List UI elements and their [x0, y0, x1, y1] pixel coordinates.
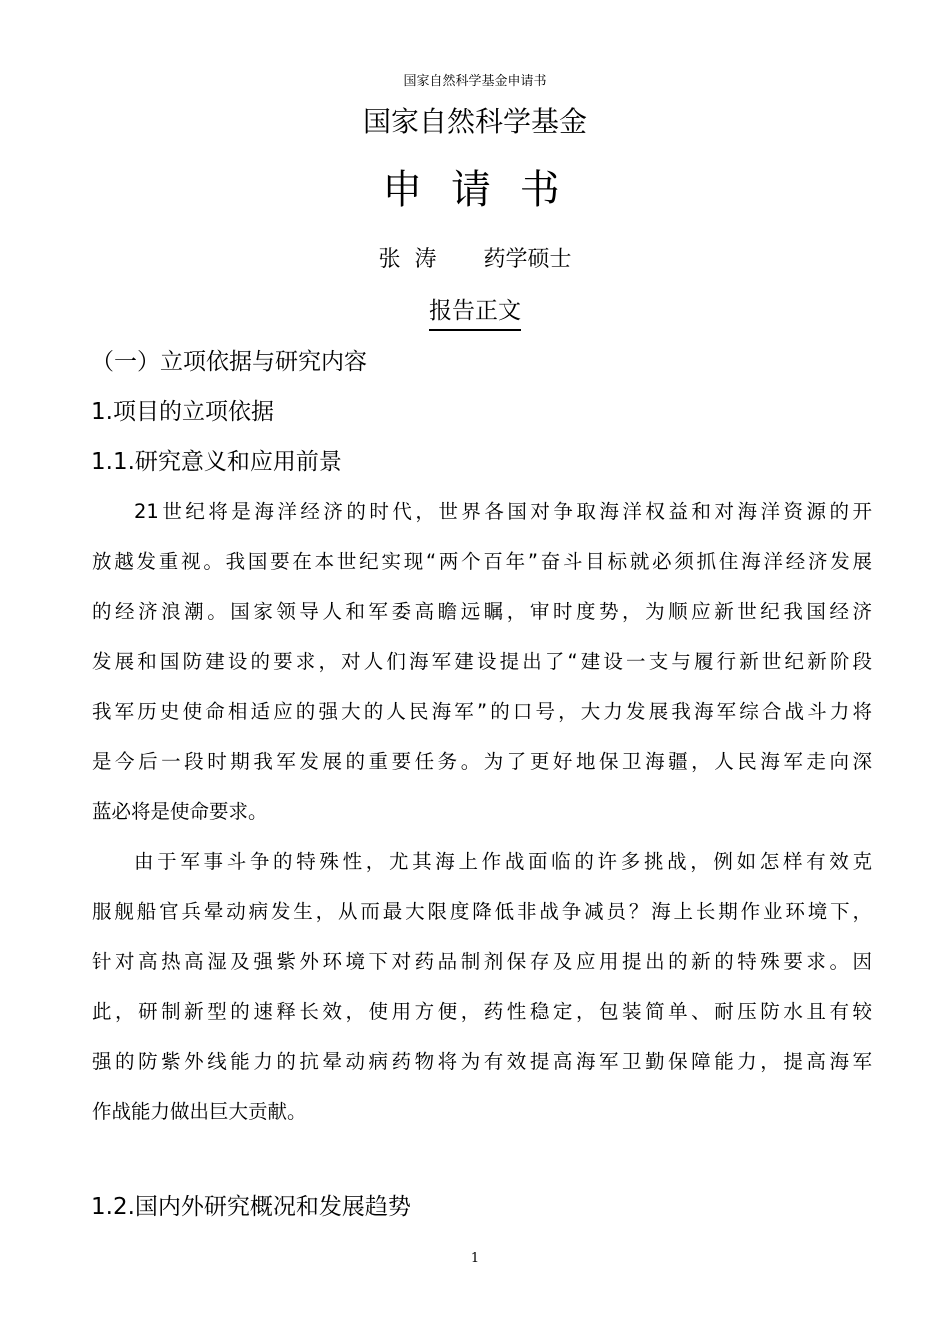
author-name: 张 涛: [378, 247, 437, 272]
document-title: 国家自然科学基金: [362, 105, 587, 138]
report-title: 报告正文: [429, 292, 521, 331]
paragraph2-line: 由于军事斗争的特殊性，尤其海上作战面临的许多挑战，例如怎样有效克: [134, 850, 872, 873]
paragraph1-line: 的经济浪潮。国家领导人和军委高瞻远瞩，审时度势，为顺应新世纪我国经济: [92, 600, 872, 623]
subsubsection-heading: 1.1.研究意义和应用前景: [91, 449, 342, 475]
paragraph1-line: 放越发重视。我国要在本世纪实现“两个百年”奋斗目标就必须抓住海洋经济发展: [92, 550, 872, 573]
subsubsection-heading: 1.2.国内外研究概况和发展趋势: [91, 1194, 411, 1220]
paragraph2-line: 作战能力做出巨大贡献。: [92, 1100, 307, 1123]
document-subtitle: 申 请 书: [382, 167, 568, 213]
paragraph1-line: 蓝必将是使命要求。: [92, 800, 268, 823]
paragraph1-line: 是今后一段时期我军发展的重要任务。为了更好地保卫海疆，人民海军走向深: [92, 750, 872, 773]
author-degree: 药学硕士: [483, 247, 572, 272]
author-line: [0, 242, 950, 273]
paragraph1-line: 发展和国防建设的要求，对人们海军建设提出了“建设一支与履行新世纪新阶段: [92, 650, 872, 673]
paragraph2-line: 此，研制新型的速释长效，使用方便，药性稳定，包装简单、耐压防水且有较: [92, 1000, 872, 1023]
paragraph2-line: 服舰船官兵晕动病发生，从而最大限度降低非战争减员？海上长期作业环境下，: [92, 900, 872, 923]
paragraph1-line: 我军历史使命相适应的强大的人民海军”的口号，大力发展我海军综合战斗力将: [92, 700, 872, 723]
paragraph2-line: 强的防紫外线能力的抗晕动病药物将为有效提高海军卫勤保障能力，提高海军: [92, 1050, 872, 1073]
paragraph1-line: 21世纪将是海洋经济的时代，世界各国对争取海洋权益和对海洋资源的开: [134, 500, 872, 523]
report-title-wrap: [0, 292, 950, 331]
running-header: 国家自然科学基金申请书: [403, 74, 547, 89]
section-heading: （一）立项依据与研究内容: [91, 349, 367, 375]
paragraph2-line: 针对高热高湿及强紫外环境下对药品制剂保存及应用提出的新的特殊要求。因: [92, 950, 872, 973]
page-number: 1: [470, 1251, 480, 1266]
subsection-heading: 1.项目的立项依据: [91, 399, 274, 425]
